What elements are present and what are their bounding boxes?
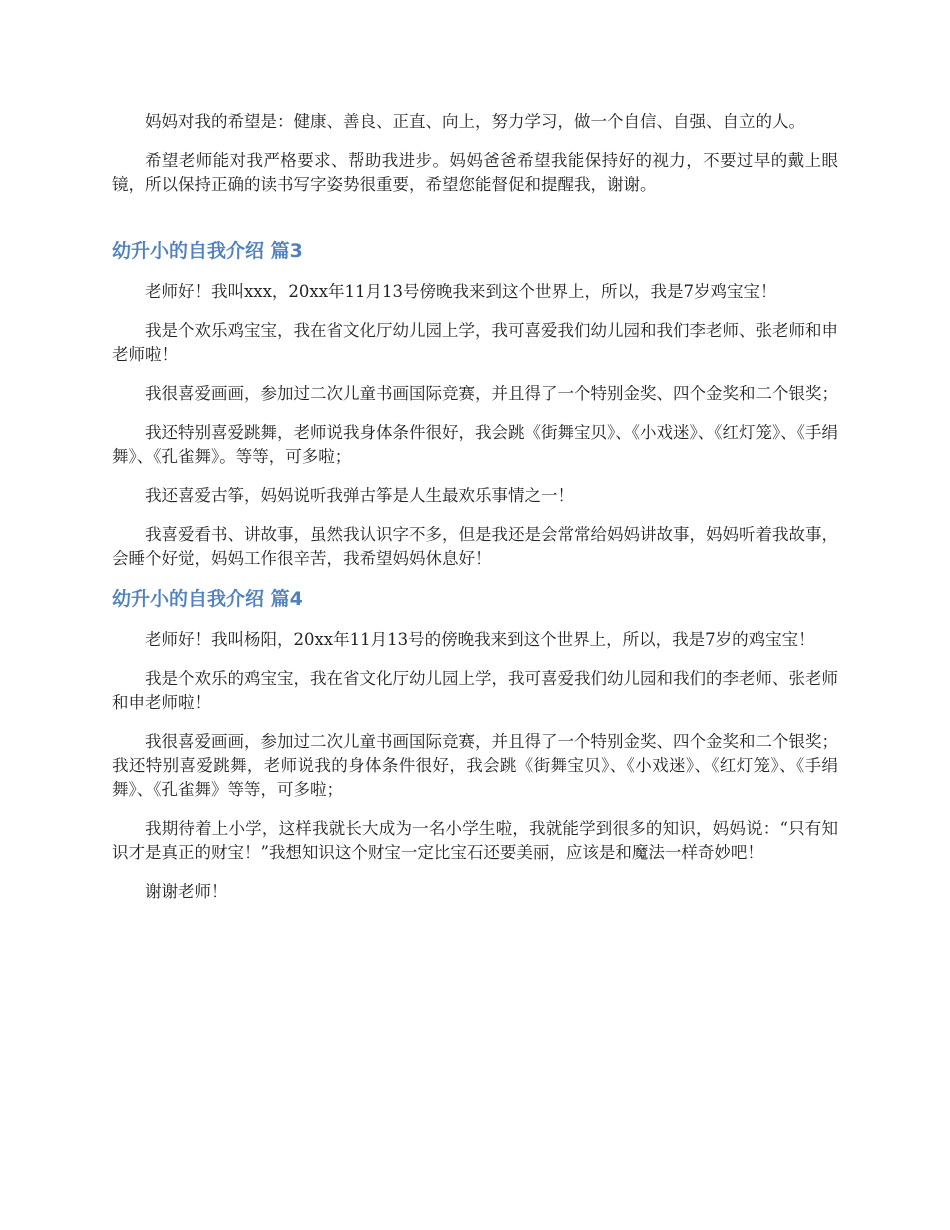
paragraph: 谢谢老师！ (145, 882, 228, 901)
section-4 (112, 586, 838, 904)
paragraph: 希望老师能对我严格要求、帮助我进步。妈妈爸爸希望我能保持好的视力，不要过早的戴上眼镜，所以保持正确的读书写字姿势很重要，希望您能督促和提醒我，谢谢。 (112, 151, 838, 194)
paragraph: 我还喜爱古筝，妈妈说听我弹古筝是人生最欢乐事情之一！ (145, 486, 574, 505)
paragraph: 老师好！我叫xxx，20xx年11月13号傍晚我来到这个世界上，所以，我是7岁鸡宝宝！ (145, 282, 777, 301)
paragraph: 我很喜爱画画，参加过二次儿童书画国际竞赛，并且得了一个特别金奖、四个金奖和二个银奖；我还特别喜爱跳舞，老师说我的身体条件很好，我会跳《街舞宝贝》、《小戏迷》、《红灯笼》、《手绢舞》、《孔雀舞》等等，可多啦； (112, 732, 838, 799)
section-heading: 幼升小的自我介绍 篇4 (112, 588, 303, 610)
intro-section (112, 110, 838, 197)
paragraph: 我是个欢乐鸡宝宝，我在省文化厅幼儿园上学，我可喜爱我们幼儿园和我们李老师、张老师和申老师啦！ (112, 321, 838, 364)
paragraph: 我喜爱看书、讲故事，虽然我认识字不多，但是我还是会常常给妈妈讲故事，妈妈听着我故事，会睡个好觉，妈妈工作很辛苦，我希望妈妈休息好！ (112, 525, 838, 568)
section-heading: 幼升小的自我介绍 篇3 (112, 240, 303, 262)
paragraph: 妈妈对我的希望是：健康、善良、正直、向上，努力学习，做一个自信、自强、自立的人。 (145, 112, 805, 131)
paragraph: 我期待着上小学，这样我就长大成为一名小学生啦，我就能学到很多的知识，妈妈说：“只有知识才是真正的财宝！”我想知识这个财宝一定比宝石还要美丽，应该是和魔法一样奇妙吧！ (112, 819, 838, 862)
paragraph: 老师好！我叫杨阳，20xx年11月13号的傍晚我来到这个世界上，所以，我是7岁的鸡宝宝！ (145, 630, 815, 649)
paragraph: 我还特别喜爱跳舞，老师说我身体条件很好，我会跳《街舞宝贝》、《小戏迷》、《红灯笼》、《手绢舞》、《孔雀舞》。等等，可多啦； (112, 423, 838, 466)
paragraph: 我是个欢乐的鸡宝宝，我在省文化厅幼儿园上学，我可喜爱我们幼儿园和我们的李老师、张老师和申老师啦！ (112, 669, 838, 712)
section-3 (112, 238, 838, 571)
paragraph: 我很喜爱画画，参加过二次儿童书画国际竞赛，并且得了一个特别金奖、四个金奖和二个银奖； (145, 384, 838, 403)
